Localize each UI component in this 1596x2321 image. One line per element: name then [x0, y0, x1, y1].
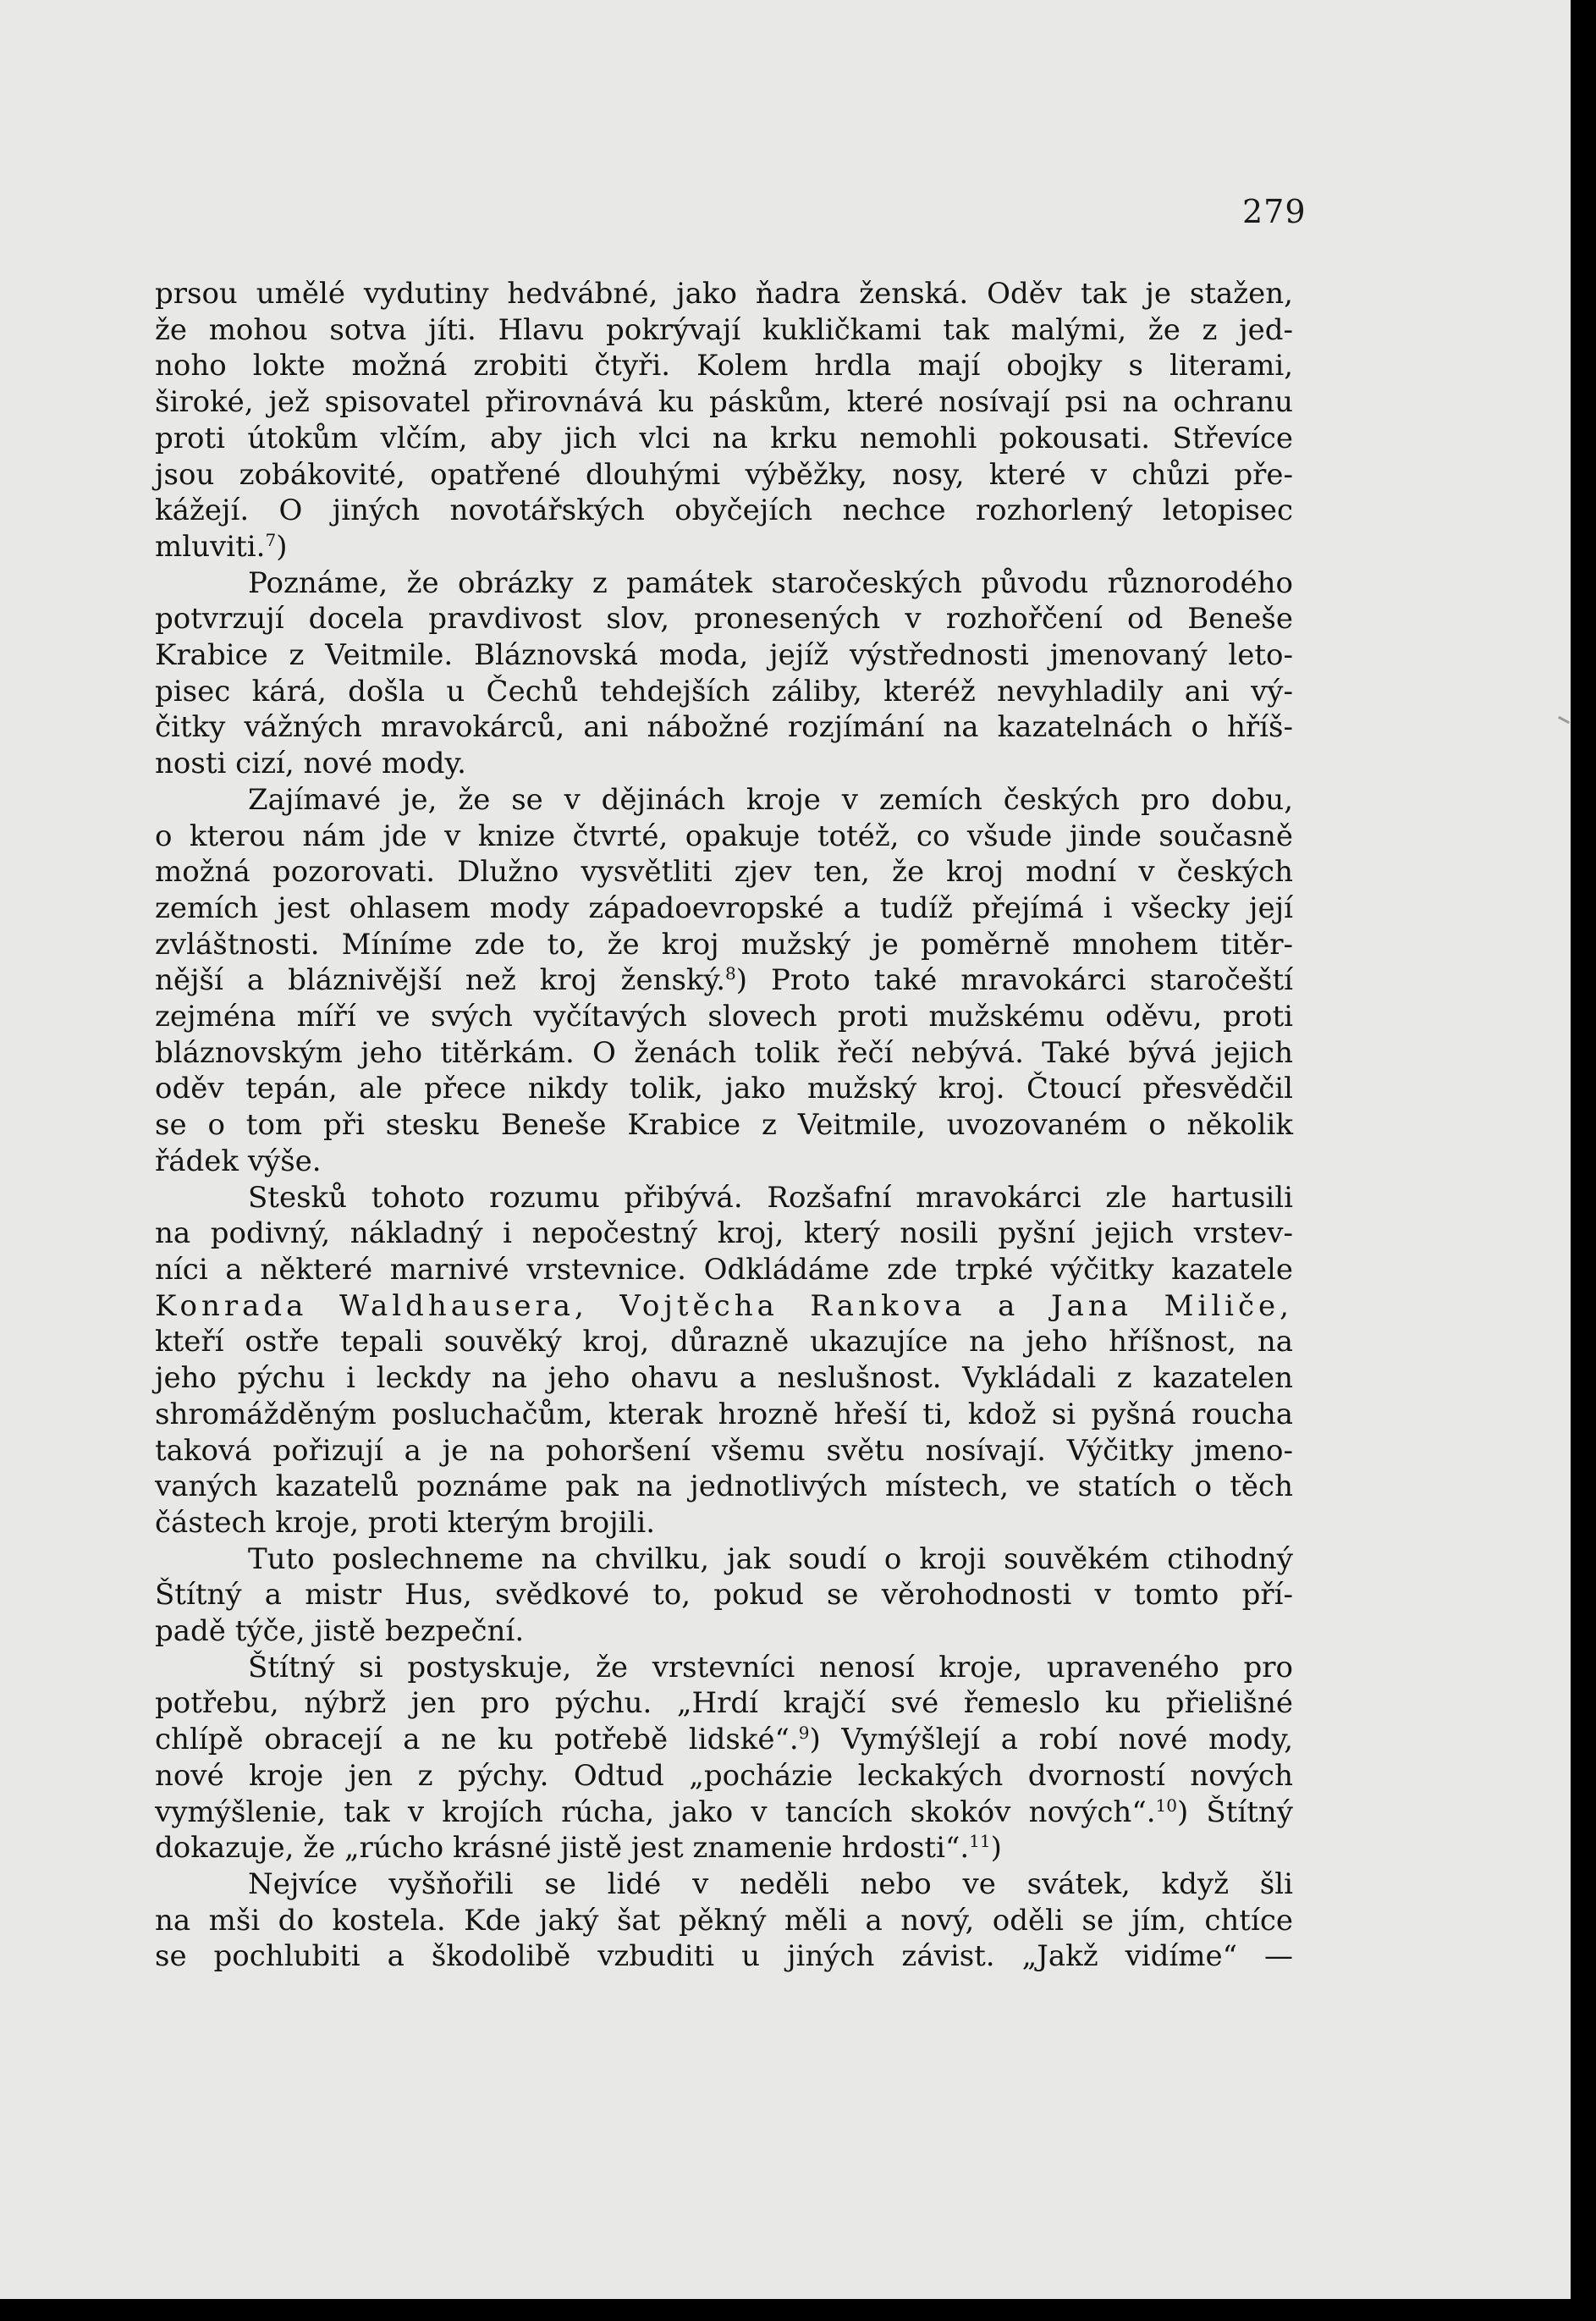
line-text: zejména míří ve svých vyčítavých slovech proti mužskému oděvu, proti [155, 1000, 1293, 1034]
line-text: potvrzují docela pravdivost slov, pronesených v rozhořčení od Beneše [155, 602, 1293, 637]
line-text: řádek výše. [155, 1144, 322, 1178]
line-text: nové kroje jen z pýchy. Odtud „pocházie leckakých dvorností nových [155, 1758, 1293, 1793]
line-text: noho lokte možná zrobiti čtyři. Kolem hrdla mají obojky s literami, [155, 349, 1293, 383]
paragraph [155, 1180, 1293, 1541]
line-text: vaných kazatelů poznáme pak na jednotlivých místech, ve statích o těch [155, 1469, 1293, 1504]
paragraph [155, 782, 1293, 1180]
text-line [155, 348, 1293, 384]
line-text: taková pořizují a je na pohoršení všemu světu nosívají. Výčitky jmeno- [155, 1433, 1293, 1468]
scan-speck [1558, 716, 1570, 724]
line-text-continuation: ) [990, 1831, 1002, 1866]
line-text: Poznáme, že obrázky z památek staročeských původu různorodého [248, 565, 1293, 600]
page-number: 279 [1242, 193, 1307, 230]
line-text: mluviti. [155, 529, 266, 564]
text-line [155, 1650, 1293, 1686]
line-text: o kterou nám jde v knize čtvrté, opakuje totéž, co všude jinde současně [155, 819, 1293, 853]
line-text: Štítný si postyskuje, že vrstevníci nenosí kroje, upraveného pro [248, 1650, 1293, 1684]
line-text: oděv tepán, ale přece nikdy tolik, jako mužský kroj. Čtoucí přesvědčil [155, 1072, 1293, 1106]
line-text: shromážděným posluchačům, kterak hrozně hřeší ti, kdož si pyšná roucha [155, 1397, 1293, 1431]
line-text: jeho pýchu i leckdy na jeho ohavu a neslušnost. Vykládali z kazatelen [155, 1361, 1293, 1396]
line-text: možná pozorovati. Dlužno vysvětliti zjev ten, že kroj modní v českých [155, 855, 1293, 890]
footnote-marker: 8 [725, 963, 736, 984]
line-text: bláznovským jeho titěrkám. O ženách tolik řečí nebývá. Také bývá jejich [155, 1035, 1293, 1070]
line-text: jsou zobákovité, opatřené dlouhými výběžky, nosy, které v chůzi pře- [155, 457, 1293, 492]
text-line [155, 890, 1293, 927]
text-line [155, 637, 1293, 674]
text-line [155, 421, 1293, 457]
line-text-continuation: ) Vymýšlejí a robí nové mody, [809, 1723, 1294, 1757]
line-text: Krabice z Veitmile. Bláznovská moda, jejíž výstřednosti jmenovaný leto- [155, 638, 1293, 673]
line-text: že mohou sotva jíti. Hlavu pokrývají kukličkami tak malými, že z jed- [155, 312, 1293, 347]
text-line [155, 1866, 1293, 1903]
paragraph [155, 1650, 1293, 1866]
line-text: na podivný, nákladný i nepočestný kroj, který nosili pyšní jejich vrstev- [155, 1216, 1293, 1251]
line-text: Nejvíce vyšňořili se lidé v neděli nebo ve svátek, když šli [248, 1866, 1293, 1901]
line-text: pisec kárá, došla u Čechů tehdejších záliby, kteréž nevyhladily ani vý- [155, 674, 1293, 708]
text-line [155, 493, 1293, 529]
line-text: padě týče, jistě bezpeční. [155, 1614, 525, 1649]
text-line [155, 1397, 1293, 1433]
text-line [155, 1288, 1293, 1325]
text-line [155, 1035, 1293, 1072]
text-line [155, 312, 1293, 349]
text-line [155, 927, 1293, 963]
text-line [155, 1830, 1293, 1866]
text-line [155, 819, 1293, 855]
text-line [155, 1613, 1293, 1650]
line-text: Tuto poslechneme na chvilku, jak soudí o kroji souvěkém ctihodný [248, 1541, 1293, 1576]
line-text: chlípě obracejí a ne ku potřebě lidské“. [155, 1723, 799, 1757]
text-line [155, 601, 1293, 637]
line-text: Stesků tohoto rozumu přibývá. Rozšafní mravokárci zle hartusili [248, 1180, 1293, 1215]
text-line [155, 1180, 1293, 1216]
line-text: nosti cizí, nové mody. [155, 747, 466, 781]
line-text: kážejí. O jiných novotářských obyčejích nechce rozhorlený letopisec [155, 493, 1293, 528]
text-line [155, 1541, 1293, 1578]
line-text-continuation: ) [276, 529, 288, 564]
line-text: níci a některé marnivé vrstevnice. Odkládáme zde trpké výčitky kazatele [155, 1252, 1293, 1287]
paragraph [155, 1866, 1293, 1975]
footnote-marker: 7 [265, 529, 277, 550]
body-text [155, 276, 1293, 1975]
line-text: na mši do kostela. Kde jaký šat pěkný měli a nový, oděli se jím, chtíce [155, 1903, 1293, 1938]
line-text: potřebu, nýbrž jen pro pýchu. „Hrdí krajčí své řemeslo ku přielišné [155, 1686, 1293, 1721]
text-line [155, 565, 1293, 602]
line-text: proti útokům vlčím, aby jich vlci na krku nemohli pokousati. Střevíce [155, 421, 1293, 455]
text-line [155, 457, 1293, 493]
paragraph [155, 565, 1293, 782]
line-text: Zajímavé je, že se v dějinách kroje v zemích českých pro dobu, [248, 782, 1293, 817]
text-line [155, 1795, 1293, 1831]
text-line [155, 1903, 1293, 1939]
text-line [155, 746, 1293, 782]
line-text: prsou umělé vydutiny hedvábné, jako ňadra ženská. Oděv tak je stažen, [155, 277, 1293, 311]
text-line [155, 1144, 1293, 1180]
line-text: čitky vážných mravokárců, ani nábožné rozjímání na kazatelnách o hříš- [155, 710, 1293, 745]
text-line [155, 999, 1293, 1035]
line-text: nější a bláznivější než kroj ženský. [155, 963, 726, 998]
text-line [155, 1469, 1293, 1505]
text-line [155, 1252, 1293, 1288]
line-text: zvláštnosti. Míníme zde to, že kroj mužský je poměrně mnohem titěr- [155, 927, 1293, 962]
paragraph [155, 1541, 1293, 1650]
line-text: kteří ostře tepali souvěký kroj, důrazně ukazujíce na jeho hříšnost, na [155, 1325, 1293, 1359]
paragraph [155, 276, 1293, 565]
text-line [155, 1107, 1293, 1144]
text-line [155, 709, 1293, 746]
line-text-continuation: ) Proto také mravokárci staročeští [735, 963, 1293, 998]
text-line [155, 1216, 1293, 1252]
text-line [155, 782, 1293, 819]
line-text: Štítný a mistr Hus, svědkové to, pokud se věrohodnosti v tomto pří- [155, 1578, 1293, 1613]
text-line [155, 1938, 1293, 1975]
footnote-marker: 11 [969, 1831, 991, 1852]
line-text: široké, jež spisovatel přirovnává ku páskům, které nosívají psi na ochranu [155, 385, 1293, 420]
text-line [155, 854, 1293, 890]
line-text: se o tom při stesku Beneše Krabice z Veitmile, uvozovaném o několik [155, 1108, 1293, 1143]
text-line [155, 384, 1293, 421]
line-text: Konrada Waldhausera, Vojtěcha Rankova a Jana Miliče, [155, 1288, 1293, 1323]
text-line [155, 1324, 1293, 1360]
text-line [155, 276, 1293, 312]
text-line [155, 1505, 1293, 1541]
line-text: částech kroje, proti kterým brojili. [155, 1505, 656, 1540]
text-line [155, 1722, 1293, 1758]
line-text: vymýšlenie, tak v krojích rúcha, jako v tancích skokóv nových“. [155, 1795, 1156, 1829]
line-text-continuation: ) Štítný [1176, 1795, 1293, 1829]
line-text: zemích jest ohlasem mody západoevropské a tudíž přejímá i všecky její [155, 890, 1293, 925]
text-line [155, 1071, 1293, 1107]
text-line [155, 529, 1293, 565]
line-text: se pochlubiti a škodolibě vzbuditi u jiných závist. „Jakž vidíme“ — [155, 1939, 1293, 1974]
text-line [155, 1360, 1293, 1397]
text-line [155, 1758, 1293, 1795]
text-line [155, 1577, 1293, 1613]
text-line [155, 1685, 1293, 1722]
text-line [155, 962, 1293, 999]
text-line [155, 674, 1293, 710]
line-text: dokazuje, že „rúcho krásné jistě jest znamenie hrdosti“. [155, 1831, 970, 1866]
text-line [155, 1433, 1293, 1469]
footnote-marker: 9 [798, 1723, 810, 1744]
footnote-marker: 10 [1155, 1795, 1177, 1816]
